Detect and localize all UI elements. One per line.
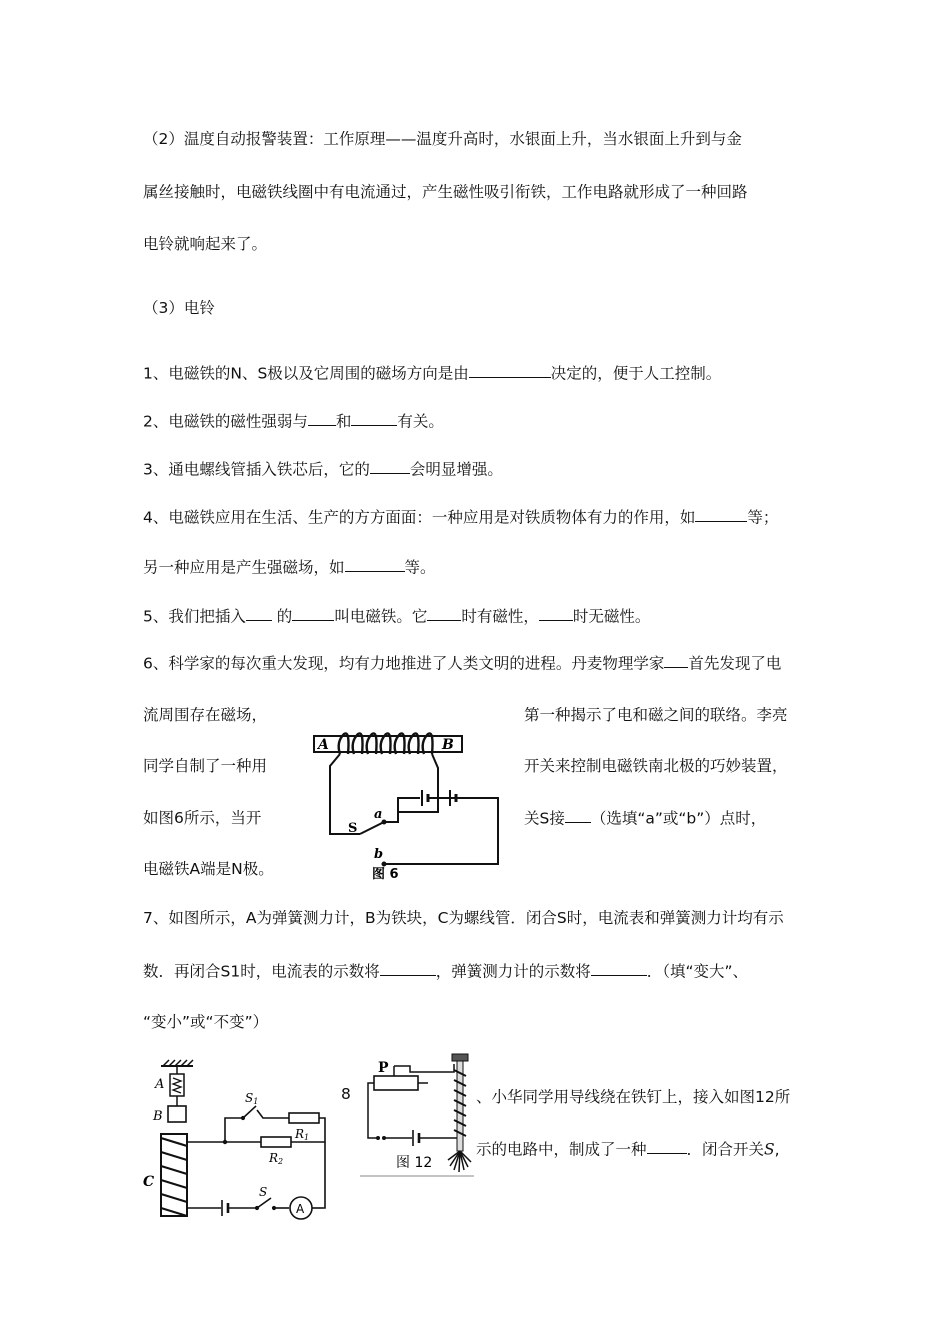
iron-block <box>168 1106 186 1122</box>
fig6-point-a: a <box>374 807 383 822</box>
q6-r4a: 关S接 <box>524 809 565 828</box>
q5-blank-2[interactable] <box>292 604 334 621</box>
fig7-s1-main: S <box>245 1091 254 1105</box>
question-5 <box>143 604 650 626</box>
q6-left-4: 如图6所示，当开 <box>143 809 262 827</box>
fig7-label-a: A <box>155 1077 165 1092</box>
q7-line2a: 数．再闭合S1时，电流表的示数将 <box>143 962 380 981</box>
ammeter-label: A <box>296 1202 305 1216</box>
q7-blank-2[interactable] <box>591 959 647 976</box>
fig6-caption: 图 6 <box>372 867 399 880</box>
rheostat <box>374 1076 418 1090</box>
q7-line2b: ，弹簧测力计的示数将 <box>435 962 591 981</box>
q8-line2b: ．闭合开关 <box>686 1140 765 1159</box>
q5-blank-3[interactable] <box>427 604 461 621</box>
question-3 <box>143 457 503 479</box>
fig12-label-p: P <box>378 1060 389 1076</box>
q2-blank-1[interactable] <box>308 409 336 426</box>
fig7-wires <box>187 1110 325 1208</box>
fig7-r1-sub: 1 <box>304 1133 310 1142</box>
figure-7 <box>143 1058 333 1224</box>
resistor-r2 <box>261 1137 291 1147</box>
q2-text-c: 有关。 <box>397 412 444 431</box>
iron-core <box>314 736 462 752</box>
fig6-label-b: B <box>442 737 454 753</box>
iron-filings <box>448 1151 471 1172</box>
fig7-label-s: S <box>259 1185 268 1199</box>
q2-blank-2[interactable] <box>351 409 397 426</box>
q6-r4b: （选填“a”或“b”）点时， <box>590 809 767 828</box>
q6-blank-2[interactable] <box>565 806 591 823</box>
q6-right-2: 第一种揭示了电和磁之间的联络。李亮 <box>524 706 788 724</box>
q5-blank-4[interactable] <box>539 604 573 621</box>
nail-head <box>452 1054 468 1061</box>
fig6-label-s: S <box>348 821 358 836</box>
q6-blank-1[interactable] <box>664 651 688 668</box>
paragraph-2-line-2: 属丝接触时，电磁铁线圈中有电流通过，产生磁性吸引衔铁，工作电路就形成了一种回路 <box>143 183 748 201</box>
q5-blank-1[interactable] <box>246 604 272 621</box>
fig7-label-r1 <box>294 1127 309 1142</box>
paragraph-3: （3）电铃 <box>143 299 215 317</box>
switch-s <box>255 1198 275 1210</box>
fig7-r2-sub: 2 <box>278 1157 284 1166</box>
q2-text-a: 2、电磁铁的磁性强弱与 <box>143 412 308 431</box>
q5-text-d: 时有磁性， <box>461 607 539 626</box>
figure-6-diagram <box>310 728 510 880</box>
figure-7-diagram <box>143 1058 333 1224</box>
figure-12 <box>358 1052 476 1178</box>
q1-text-b: 决定的，便于人工控制。 <box>550 364 722 383</box>
q2-text-b: 和 <box>335 412 352 431</box>
q8-line-1: 、小华同学用导线绕在铁钉上，接入如图12所 <box>476 1088 791 1106</box>
q6-line1b: 首先发现了电 <box>688 654 782 673</box>
q8-line2a: 示的电路中，制成了一种 <box>476 1140 647 1159</box>
fig12-caption: 图 12 <box>396 1155 433 1171</box>
q8-comma: , <box>774 1140 780 1159</box>
q7-line-3: “变小”或“不变”） <box>143 1013 269 1031</box>
fig7-label-b: B <box>153 1109 163 1124</box>
q7-line-1: 7、如图所示，A为弹簧测力计，B为铁块，C为螺线管．闭合S时，电流表和弹簧测力计均有示 <box>143 909 784 927</box>
q6-left-5: 电磁铁A端是N极。 <box>143 860 274 878</box>
q4-blank-2[interactable] <box>345 555 405 572</box>
fig6-point-b: b <box>374 847 384 862</box>
fig7-battery <box>222 1200 228 1216</box>
q5-text-e: 时无磁性。 <box>572 607 651 626</box>
q6-left-3: 同学自制了一种用 <box>143 757 268 775</box>
fig6-label-a: A <box>318 737 329 753</box>
q4-text-c: 另一种应用是产生强磁场，如 <box>143 558 345 577</box>
question-1 <box>143 361 721 383</box>
q8-line-2 <box>476 1137 780 1159</box>
q8-number: 8 <box>341 1085 351 1103</box>
q5-text-b: 的 <box>271 607 293 626</box>
fig12-battery <box>413 1130 419 1146</box>
q5-text-c: 叫电磁铁。它 <box>334 607 428 626</box>
junction <box>223 1140 227 1144</box>
q5-text-a: 5、我们把插入 <box>143 607 246 626</box>
resistor-r1 <box>289 1113 319 1123</box>
fig6-wires <box>330 754 498 864</box>
q4-blank-1[interactable] <box>695 505 747 522</box>
q1-blank[interactable] <box>469 361 551 378</box>
q7-line2c: ．（填“变大”、 <box>646 962 749 981</box>
switch-s1 <box>241 1106 256 1120</box>
paragraph-2-line-3: 电铃就响起来了。 <box>143 235 268 253</box>
q7-blank-1[interactable] <box>380 959 436 976</box>
q4-text-b: 等； <box>747 508 779 527</box>
figure-6 <box>310 728 510 880</box>
solenoid <box>161 1134 187 1216</box>
question-2 <box>143 409 444 431</box>
q3-text-a: 3、通电螺线管插入铁芯后，它的 <box>143 460 370 479</box>
q1-text-a: 1、电磁铁的N、S极以及它周围的磁场方向是由 <box>143 364 469 383</box>
question-4-line-1 <box>143 505 778 527</box>
fig7-r2-main: R <box>269 1151 279 1165</box>
fig7-label-c: C <box>143 1174 155 1190</box>
question-6-line-1 <box>143 651 781 673</box>
q4-text-a: 4、电磁铁应用在生活、生产的方方面面：一种应用是对铁质物体有力的作用，如 <box>143 508 696 527</box>
fig7-s1-sub: 1 <box>253 1097 259 1106</box>
q6-right-3: 开关来控制电磁铁南北极的巧妙装置， <box>524 757 788 775</box>
q8-blank[interactable] <box>647 1137 687 1154</box>
q3-blank[interactable] <box>370 457 410 474</box>
ceiling <box>161 1060 193 1066</box>
q8-switch-label: S <box>764 1140 775 1159</box>
figure-12-diagram <box>358 1052 476 1178</box>
fig7-label-r2 <box>268 1151 283 1166</box>
q3-text-b: 会明显增强。 <box>409 460 503 479</box>
solenoid-coil <box>161 1138 187 1216</box>
fig7-label-s1 <box>245 1091 258 1106</box>
question-4-line-2 <box>143 555 436 577</box>
q6-right-4 <box>524 806 766 828</box>
q4-text-d: 等。 <box>404 558 436 577</box>
q6-line1: 6、科学家的每次重大发现，均有力地推进了人类文明的进程。丹麦物理学家 <box>143 654 665 673</box>
q7-line-2 <box>143 959 748 981</box>
q6-left-2: 流周围存在磁场， <box>143 706 268 724</box>
paragraph-2-line-1: （2）温度自动报警装置：工作原理——温度升高时，水银面上升，当水银面上升到与金 <box>143 130 742 148</box>
fig7-r1-main: R <box>295 1127 305 1141</box>
spring <box>173 1078 181 1093</box>
